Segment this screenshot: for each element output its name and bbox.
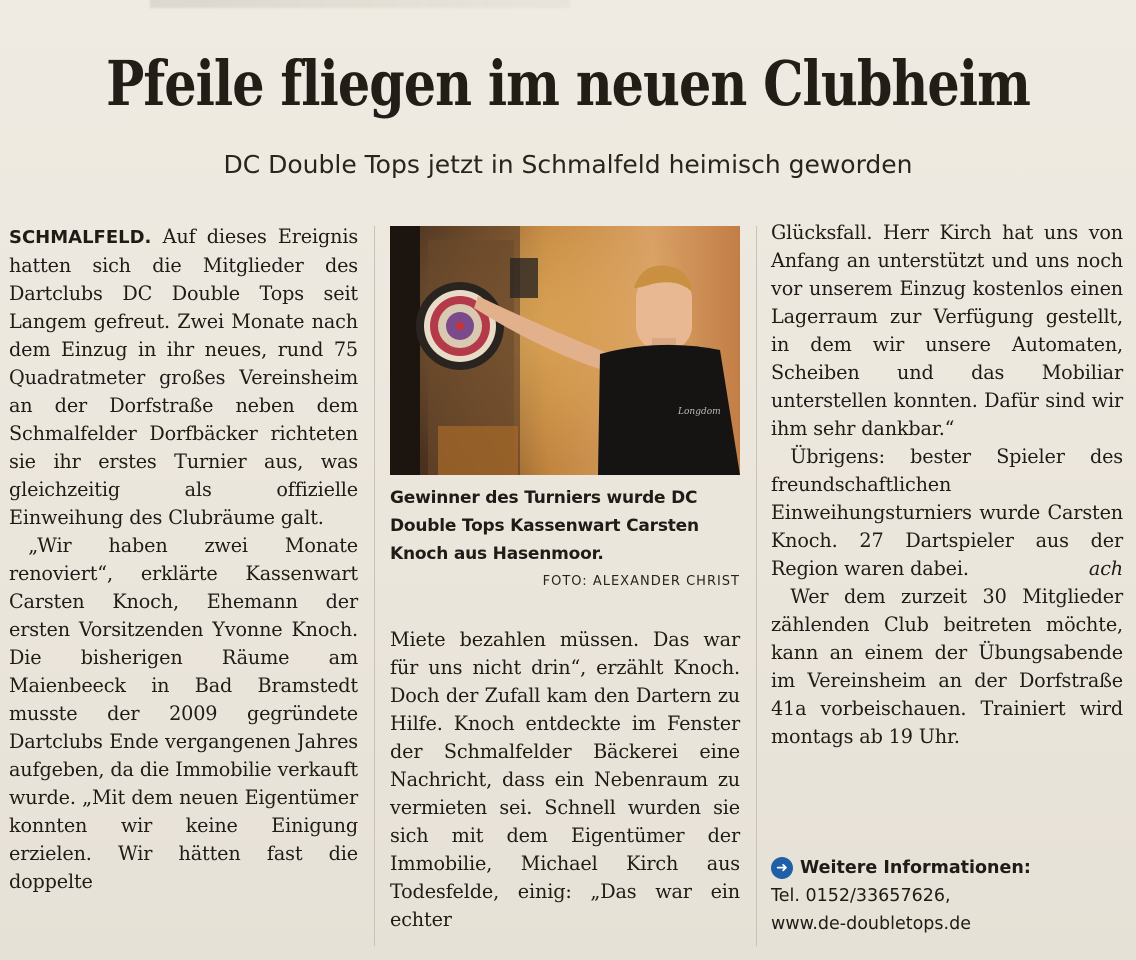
photo-caption: Gewinner des Turniers wurde DC Double Tops Kassenwart Carsten Knoch aus Hasenmoor. <box>390 488 699 564</box>
article-paragraph: „Wir haben zwei Monate renoviert“, erklärte Kassenwart Carsten Knoch, Ehemann der ersten Vorsitzenden Yvonne Knoch. Die bisherigen Räume am Maienbeeck in Bad Bramstedt musste der 2009 gegründete Dartclubs Ende vergangenen Jahres aufgeben, da die Immobilie verkauft wurde. „Mit dem neuen Eigentümer konnten wir keine Einigung erzielen. Wir hätten fast die doppelte <box>9 534 358 893</box>
article-photo <box>390 226 740 475</box>
info-website: www.de-doubletops.de <box>771 914 971 934</box>
article-subheadline: DC Double Tops jetzt in Schmalfeld heimisch geworden <box>223 150 913 179</box>
info-box <box>771 854 1131 938</box>
info-phone: Tel. 0152/33657626, <box>771 886 951 906</box>
article-paragraph: Miete bezahlen müssen. Das war für uns nicht drin“, erzählt Knoch. Doch der Zufall kam den Dartern zu Hilfe. Knoch entdeckte im Fenster der Schmalfelder Bäckerei eine Nachricht, dass ein Nebenraum zu vermieten sei. Schnell wurden sie sich mit dem Eigentümer der Immobilie, Michael Kirch aus Todesfelde, einig: „Das war ein echter <box>390 628 740 931</box>
article-column-2 <box>390 626 740 934</box>
paragraph-text: Auf dieses Ereignis hatten sich die Mitglieder des Dartclubs DC Double Tops seit Langem gefreut. Zwei Monate nach dem Einzug in ihr neues, rund 75 Quadratmeter großes Vereinsheim an der Dorfstraße neben dem Schmalfelder Dorfbäcker richteten sie ihr erstes Turnier aus, was gleichzeitig als offizielle Einweihung des Clubräume galt. <box>9 225 359 529</box>
info-heading-row <box>771 854 1131 882</box>
article-column-1 <box>9 223 358 896</box>
article-headline: Pfeile fliegen im neuen Clubheim <box>106 47 1030 120</box>
article-paragraph <box>9 223 358 532</box>
article-paragraph: Glücksfall. Herr Kirch hat uns von Anfang an unterstützt und uns noch vor unserem Einzug kostenlos einen Lagerraum zur Verfügung gestellt, in dem wir unsere Automaten, Scheiben und das Mobiliar unterstellen konnten. Dafür sind wir ihm sehr dankbar.“ <box>771 221 1123 440</box>
column-rule-right <box>756 226 757 946</box>
dartboard-icon <box>416 282 504 370</box>
previous-article-bleed <box>150 0 570 8</box>
photo-credit: FOTO: ALEXANDER CHRIST <box>542 574 740 589</box>
info-heading: Weitere Informationen: <box>800 858 1031 878</box>
column-rule-left <box>374 226 375 946</box>
shirt-text: Longdom <box>678 407 721 417</box>
arrow-right-icon: ➜ <box>771 857 793 879</box>
photo-dart-player-illustration <box>390 226 740 475</box>
article-paragraph <box>771 443 1123 583</box>
article-paragraph: Wer dem zurzeit 30 Mitglieder zählenden Club beitreten möchte, kann an einem der Übungsabende im Vereinsheim an der Dorfstraße 41a vorbeischauen. Trainiert wird montags ab 19 Uhr. <box>771 585 1123 748</box>
paragraph-text: Übrigens: bester Spieler des freundschaftlichen Einweihungsturniers wurde Carsten Knoch. 27 Dartspieler aus der Region waren dabei. <box>771 445 1123 580</box>
author-signature: ach <box>1088 557 1123 580</box>
dateline: SCHMALFELD. <box>9 227 152 248</box>
article-column-3 <box>771 219 1123 751</box>
